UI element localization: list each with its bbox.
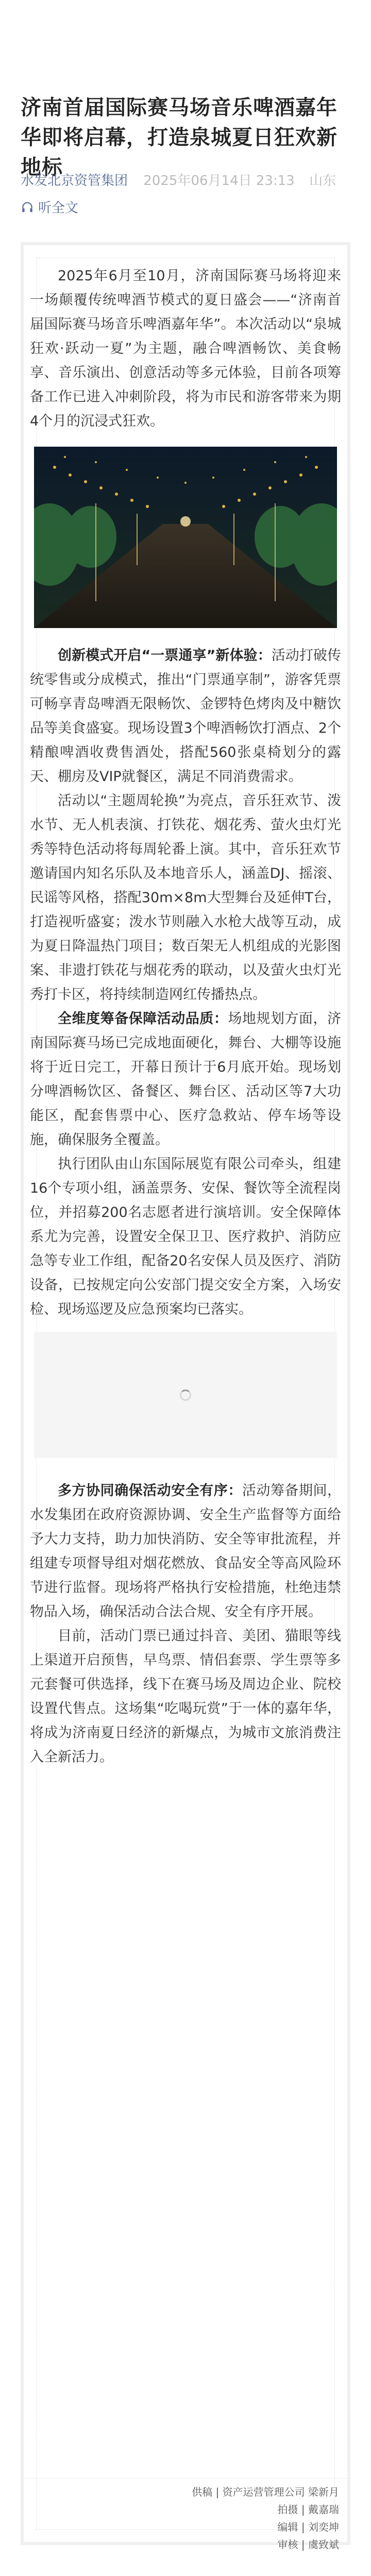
paragraph-safety: [30, 1479, 341, 1624]
article-meta: [21, 170, 350, 189]
image-loading-placeholder: [34, 1332, 337, 1458]
credit-contributor: 供稿 | 资产运营管理公司 梁新月: [192, 2486, 339, 2498]
section-heading-preparation: 全维度筹备保障活动品质：: [58, 1011, 228, 1027]
account-name-link[interactable]: 水发北京资管集团: [21, 173, 128, 189]
publish-date: 2025年06月14日 23:13: [143, 173, 295, 189]
paragraph-intro: 2025年6月至10月，济南国际赛马场将迎来一场颠覆传统啤酒节模式的夏日盛会——“济南首届国际赛马场音乐啤酒嘉年华”。本次活动以“泉城狂欢·跃动一夏”为主题，融合啤酒畅饮、美食畅享、音乐演出、创意活动等多元体验，目前各项筹备工作已进入冲刺阶段，将为市民和游客带来为期4个月的沉浸式狂欢。: [30, 268, 341, 429]
paragraph-preparation-text: 场地规划方面，济南国际赛马场已完成地面硬化，舞台、大棚等设施将于近日完工，开幕日预计于6月底开始。现场划分啤酒畅饮区、备餐区、舞台区、活动区等7大功能区，配套售票中心、医疗急救站、停车场等设施，确保服务全覆盖。: [30, 1011, 342, 1148]
credit-editor: 编辑 | 刘奕坤: [277, 2521, 339, 2533]
credit-reviewer: 审核 | 虞致斌: [277, 2538, 339, 2551]
credits-divider: [21, 2478, 350, 2479]
paragraph-themes: 活动以“主题周轮换”为亮点，音乐狂欢节、泼水节、无人机表演、打铁花、烟花秀、萤火虫灯光秀等特色活动将每周轮番上演。其中，音乐狂欢节邀请国内知名乐队及本地音乐人，涵盖DJ、摇滚、民谣等风格，搭配30m×8m大型舞台及延伸T台，打造视听盛宴；泼水节则融入水枪大战等互动，成为夏日降温热门项目；数百架无人机组成的光影图案、非遗打铁花与烟花秀的联动，以及萤火虫灯光秀打卡区，将持续制造网红传播热点。: [30, 793, 341, 1003]
light-avenue-image: [34, 447, 337, 628]
article-body: [30, 264, 341, 1769]
listen-button[interactable]: [21, 197, 78, 216]
article-title: 济南首届国际赛马场音乐啤酒嘉年华即将启幕，打造泉城夏日狂欢新地标: [21, 96, 338, 179]
credit-photographer: 拍摄 | 戴嘉瑞: [277, 2503, 339, 2516]
paragraph-safety-text: 活动筹备期间，水发集团在政府资源协调、安全生产监督等方面给予大力支持，助力加快消防、安全等审批流程，并组建专项督导组对烟花燃放、食品安全等高风险环节进行监督。现场将严格执行安检措施，杜绝违禁物品入场，确保活动合法合规、安全有序开展。: [30, 1483, 342, 1620]
paragraph-preparation: [30, 1007, 341, 1152]
paragraph-tickets-presale: 目前，活动门票已通过抖音、美团、猫眼等线上渠道开启预售，早鸟票、情侣套票、学生票等多元套餐可供选择，线下在赛马场及周边企业、院校设置代售点。这场集“吃喝玩赏”于一体的嘉年华，将成为济南夏日经济的新爆点，为城市文旅消费注入全新活力。: [30, 1628, 341, 1765]
section-heading-ticket: 创新模式开启“一票通享”新体验：: [58, 648, 272, 664]
credits-block: [192, 2483, 339, 2553]
paragraph-ticket-model: [30, 643, 341, 789]
section-heading-safety: 多方协同确保活动安全有序：: [58, 1483, 242, 1499]
headphones-icon: [21, 200, 34, 214]
listen-label: 听全文: [38, 200, 79, 216]
paragraph-ticket-text: 活动打破传统零售或分成模式，推出“门票通享制”，游客凭票可畅享青岛啤酒无限畅饮、金锣特色烤肉及中糖饮品等美食盛宴。现场设置3个啤酒畅饮打酒点、2个精酿啤酒收费售酒处，搭配560张桌椅划分的露天、棚房及VIP就餐区，满足不同消费需求。: [30, 648, 342, 785]
publish-location: 山东: [309, 173, 336, 189]
paragraph-execution-team: 执行团队由山东国际展览有限公司牵头，组建16个专项小组，涵盖票务、安保、餐饮等全流程岗位，并招募200名志愿者进行演培训。安全保障体系尤为完善，设置安全保卫卫、医疗救护、消防应急等专业工作组，配备20名安保人员及医疗、消防设备，已按规定向公安部门提交安全方案，入场安检、现场巡逻及应急预案均已落实。: [30, 1156, 341, 1317]
loading-spinner-icon: [180, 1389, 191, 1401]
event-venue-photo[interactable]: [34, 447, 337, 628]
